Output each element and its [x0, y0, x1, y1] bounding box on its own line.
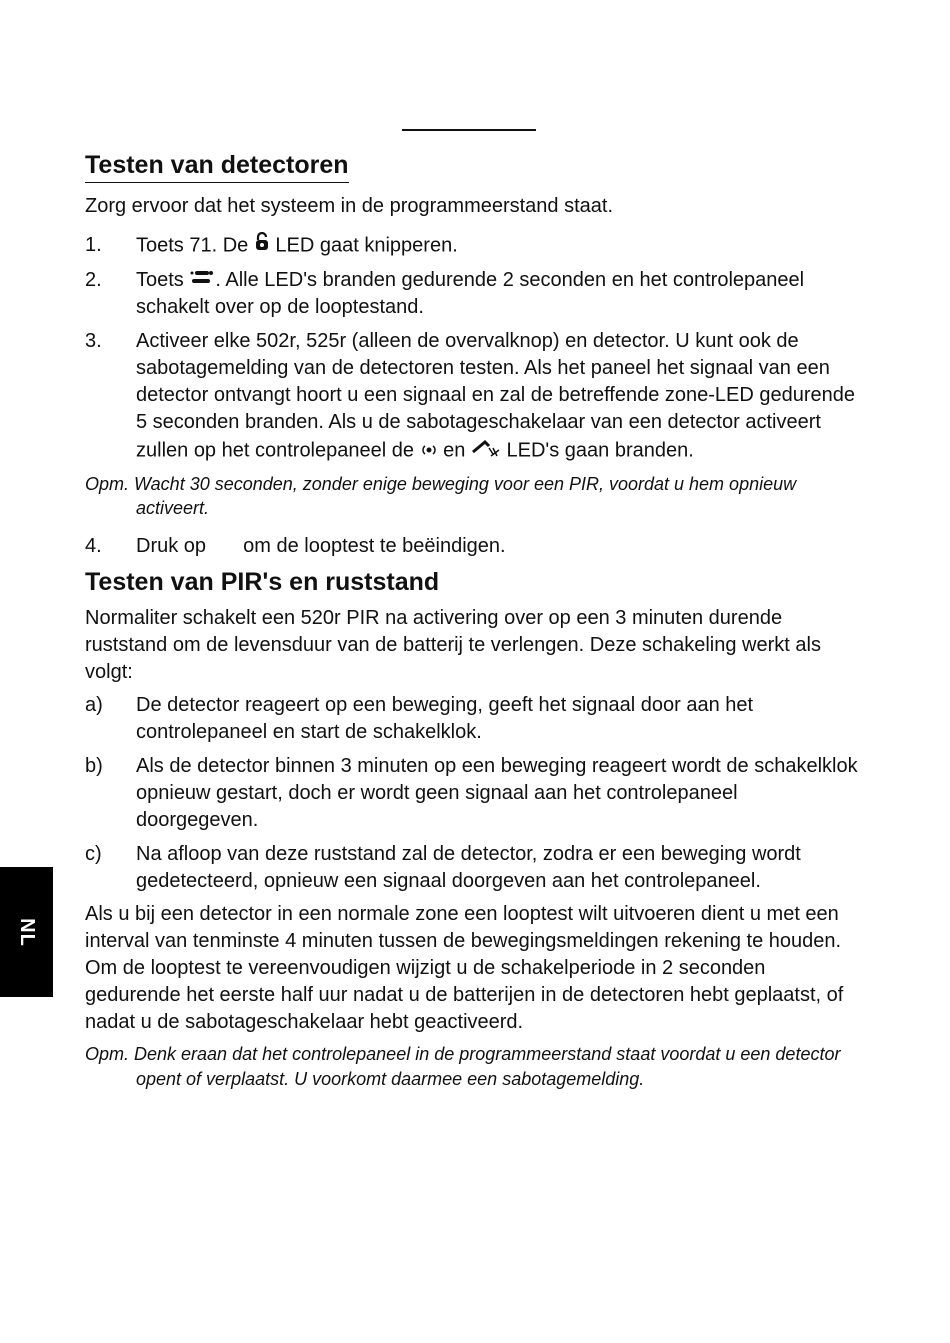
- list-label: c): [85, 843, 102, 866]
- section1-heading: Testen van detectoren: [85, 148, 349, 183]
- step-text-2: om de looptest te beëindigen.: [243, 535, 506, 558]
- list-text: De detector reageert op een beweging, geeft het signaal door aan het controlepaneel en start de schakelklok.: [136, 694, 754, 744]
- language-tab: [0, 867, 53, 997]
- note-2: Opm. Denk eraan dat het controlepaneel in de programmeerstand staat voordat u een detector opent of verplaatst. U voorkomt daarmee een sabotagemelding.: [85, 1044, 841, 1090]
- step-number: 4.: [85, 535, 102, 558]
- step-1: [85, 232, 860, 260]
- tamper-icon: [471, 436, 501, 466]
- lock-icon: [254, 232, 270, 260]
- list-label: b): [85, 755, 103, 778]
- list-item-c: [85, 841, 860, 895]
- step-text: Toets 71. De: [136, 234, 249, 257]
- step-number: 1.: [85, 234, 102, 256]
- walk-test-icon: [189, 267, 215, 294]
- step-number: 2.: [85, 269, 102, 291]
- section1-intro: Zorg ervoor dat het systeem in de programmeerstand staat.: [85, 195, 614, 217]
- section2-intro: Normaliter schakelt een 520r PIR na activering over op een 3 minuten durende ruststand om de levensduur van de batterij te verlengen. Deze schakeling werkt als volgt:: [85, 607, 821, 684]
- list-item-a: [85, 692, 860, 746]
- note-1: Opm. Wacht 30 seconden, zonder enige beweging voor een PIR, voordat u hem opnieuw activeert.: [85, 474, 797, 519]
- page-content: [85, 148, 860, 1092]
- step-3: [85, 328, 860, 466]
- radio-signal-icon: [420, 438, 438, 465]
- list-text: Na afloop van deze ruststand zal de detector, zodra er een beweging wordt gedetecteerd, opnieuw een signaal doorgeven aan het controlepaneel.: [136, 843, 801, 893]
- step-text-2: LED gaat knipperen.: [275, 234, 458, 257]
- step-text: Druk op: [136, 535, 207, 558]
- step-text: Activeer elke 502r, 525r (alleen de overvalknop) en detector. U kunt ook de sabotagemelding van de detectoren testen. Als het paneel het signaal van een detector ontvangt hoort u een signaal en zal de betreffende zone-LED gedurende 5 seconden branden. Als u de sabotageschakelaar van een detector activeert zullen op het controlepaneel de: [136, 330, 856, 462]
- top-rule: [402, 129, 536, 131]
- step-4: [85, 533, 860, 560]
- step-text-mid: en: [443, 439, 466, 462]
- step-text-2: LED's gaan branden.: [506, 439, 694, 462]
- step-number: 3.: [85, 330, 102, 353]
- list-item-b: [85, 753, 860, 834]
- language-tab-label: NL: [15, 917, 38, 947]
- step-text: Toets: [136, 269, 184, 291]
- section2-paragraph: Als u bij een detector in een normale zone een looptest wilt uitvoeren dient u met een interval van tenminste 4 minuten tussen de bewegingsmeldingen rekening te houden. Om de looptest te vereenvoudigen wijzigt u de schakelperiode in 2 seconden gedurende het eerste half uur nadat u de batterijen in de detectoren hebt geplaatst, of nadat u de sabotageschakelaar hebt geactiveerd.: [85, 903, 844, 1034]
- list-label: a): [85, 694, 103, 717]
- step-text-2: . Alle LED's branden gedurende 2 seconden en het controlepaneel schakelt over op de looptestand.: [136, 269, 805, 319]
- list-text: Als de detector binnen 3 minuten op een beweging reageert wordt de schakelklok opnieuw gestart, doch er wordt geen signaal aan het controlepaneel doorgegeven.: [136, 755, 858, 832]
- step-2: [85, 267, 860, 321]
- section2-heading: Testen van PIR's en ruststand: [85, 568, 440, 597]
